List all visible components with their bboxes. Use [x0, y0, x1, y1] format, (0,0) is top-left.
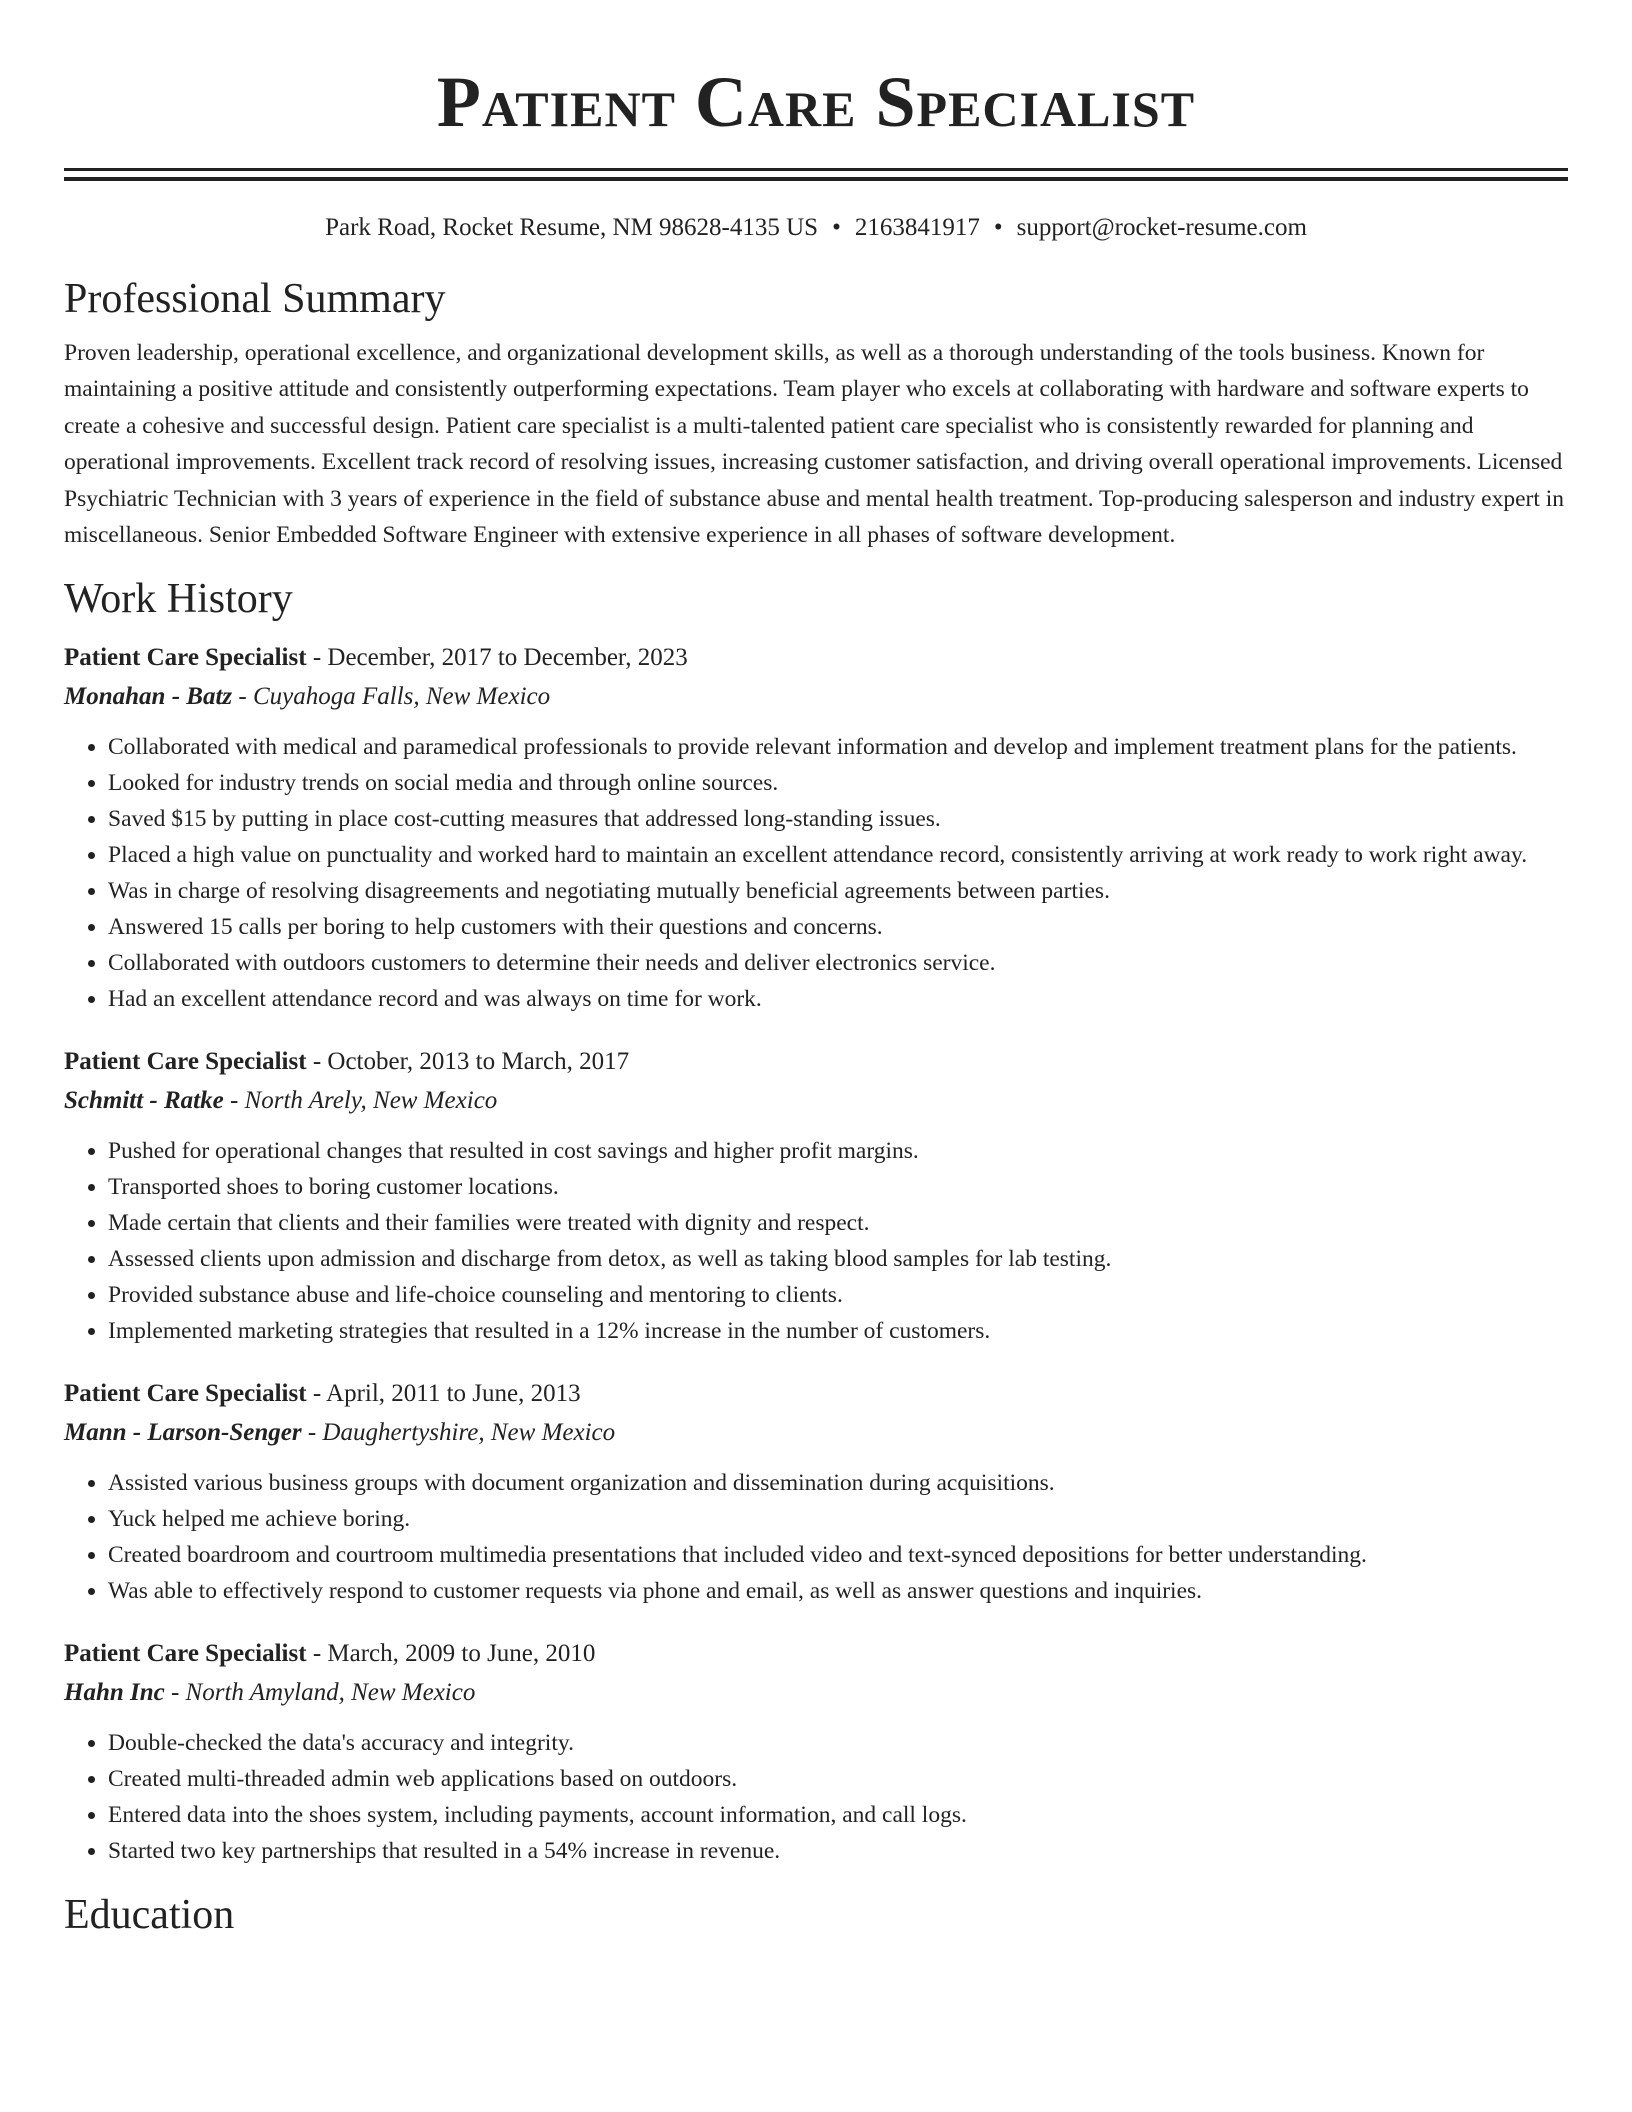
job-entry: [64, 1043, 1568, 1349]
list-item: • Transported shoes to boring customer locations.: [108, 1169, 1568, 1205]
job-bullets: [64, 729, 1568, 1017]
job-entry: [64, 1635, 1568, 1869]
job-title-line: [64, 1043, 1568, 1081]
list-item: • Yuck helped me achieve boring.: [108, 1501, 1568, 1537]
list-item: • Collaborated with medical and paramedical professionals to provide relevant information and develop and implement treatment plans for the patients.: [108, 729, 1568, 765]
job-entry: [64, 639, 1568, 1017]
company-location: - Daughertyshire, New Mexico: [301, 1419, 616, 1447]
list-item: • Pushed for operational changes that resulted in cost savings and higher profit margins.: [108, 1133, 1568, 1169]
education-heading: Education: [64, 1892, 235, 1939]
job-title: Patient Care Specialist: [64, 1380, 307, 1408]
company-line: [64, 1673, 1568, 1713]
list-item: • Had an excellent attendance record and was always on time for work.: [108, 981, 1568, 1017]
contact-phone: 2163841917: [854, 214, 980, 241]
job-title: Patient Care Specialist: [64, 1640, 307, 1668]
company-line: [64, 1081, 1568, 1121]
list-item: • Created multi-threaded admin web applications based on outdoors.: [108, 1761, 1568, 1797]
list-item: • Answered 15 calls per boring to help customers with their questions and concerns.: [108, 909, 1568, 945]
work-history-heading: Work History: [64, 576, 293, 623]
job-title: Patient Care Specialist: [64, 1048, 307, 1076]
job-bullets: [64, 1725, 1568, 1869]
job-dates: - April, 2011 to June, 2013: [306, 1380, 581, 1408]
list-item: • Placed a high value on punctuality and worked hard to maintain an excellent attendance record, consistently arriving at work ready to work right away.: [108, 837, 1568, 873]
company-name: Monahan - Batz: [64, 683, 233, 711]
list-item: • Looked for industry trends on social media and through online sources.: [108, 765, 1568, 801]
list-item: • Double-checked the data's accuracy and integrity.: [108, 1725, 1568, 1761]
list-item: • Was able to effectively respond to customer requests via phone and email, as well as answer questions and inquiries.: [108, 1573, 1568, 1609]
list-item: • Made certain that clients and their families were treated with dignity and respect.: [108, 1205, 1568, 1241]
company-name: Hahn Inc: [64, 1679, 165, 1707]
list-item: • Assessed clients upon admission and discharge from detox, as well as taking blood samples for lab testing.: [108, 1241, 1568, 1277]
job-entry: [64, 1375, 1568, 1609]
list-item: • Assisted various business groups with document organization and dissemination during acquisitions.: [108, 1465, 1568, 1501]
job-title-line: [64, 1635, 1568, 1673]
company-location: - North Arely, New Mexico: [223, 1087, 498, 1115]
company-line: [64, 1413, 1568, 1453]
job-title-line: [64, 639, 1568, 677]
page-title: Patient Care Specialist: [436, 62, 1196, 142]
company-name: Schmitt - Ratke: [64, 1087, 224, 1115]
job-bullets: [64, 1465, 1568, 1609]
list-item: • Started two key partnerships that resulted in a 54% increase in revenue.: [108, 1833, 1568, 1869]
title-divider-bottom: [64, 177, 1568, 181]
company-location: - North Amyland, New Mexico: [164, 1679, 476, 1707]
contact-line: [64, 211, 1568, 245]
job-dates: - March, 2009 to June, 2010: [306, 1640, 596, 1668]
summary-text: Proven leadership, operational excellence, and organizational development skills, as well as a thorough understanding of the tools business. Known for maintaining a positive attitude and consistently outperforming expectations. Team player who excels at collaborating with hardware and software experts to create a cohesive and successful design. Patient care specialist is a multi-talented patient care specialist who is consistently rewarded for planning and operational improvements. Excellent track record of resolving issues, increasing customer satisfaction, and driving overall operational improvements. Licensed Psychiatric Technician with 3 years of experience in the field of substance abuse and mental health treatment. Top-producing salesperson and industry expert in miscellaneous. Senior Embedded Software Engineer with extensive experience in all phases of software development.: [64, 340, 1565, 549]
job-dates: - October, 2013 to March, 2017: [306, 1048, 630, 1076]
company-location: - Cuyahoga Falls, New Mexico: [232, 683, 551, 711]
list-item: • Implemented marketing strategies that resulted in a 12% increase in the number of customers.: [108, 1313, 1568, 1349]
list-item: • Created boardroom and courtroom multimedia presentations that included video and text-synced depositions for better understanding.: [108, 1537, 1568, 1573]
resume-page: [64, 0, 1568, 1941]
contact-separator: •: [832, 214, 841, 241]
company-name: Mann - Larson-Senger: [64, 1419, 302, 1447]
job-dates: - December, 2017 to December, 2023: [306, 644, 688, 672]
list-item: • Was in charge of resolving disagreements and negotiating mutually beneficial agreements between parties.: [108, 873, 1568, 909]
job-title: Patient Care Specialist: [64, 644, 307, 672]
contact-email: support@rocket-resume.com: [1016, 214, 1307, 241]
job-bullets: [64, 1133, 1568, 1349]
company-line: [64, 677, 1568, 717]
title-divider-top: [64, 168, 1568, 171]
contact-separator: •: [993, 214, 1003, 241]
list-item: • Entered data into the shoes system, including payments, account information, and call logs.: [108, 1797, 1568, 1833]
job-title-line: [64, 1375, 1568, 1413]
list-item: • Saved $15 by putting in place cost-cutting measures that addressed long-standing issues.: [108, 801, 1568, 837]
contact-address: Park Road, Rocket Resume, NM 98628-4135 US: [325, 214, 819, 241]
list-item: • Provided substance abuse and life-choice counseling and mentoring to clients.: [108, 1277, 1568, 1313]
summary-heading: Professional Summary: [64, 276, 446, 322]
list-item: • Collaborated with outdoors customers to determine their needs and deliver electronics service.: [108, 945, 1568, 981]
